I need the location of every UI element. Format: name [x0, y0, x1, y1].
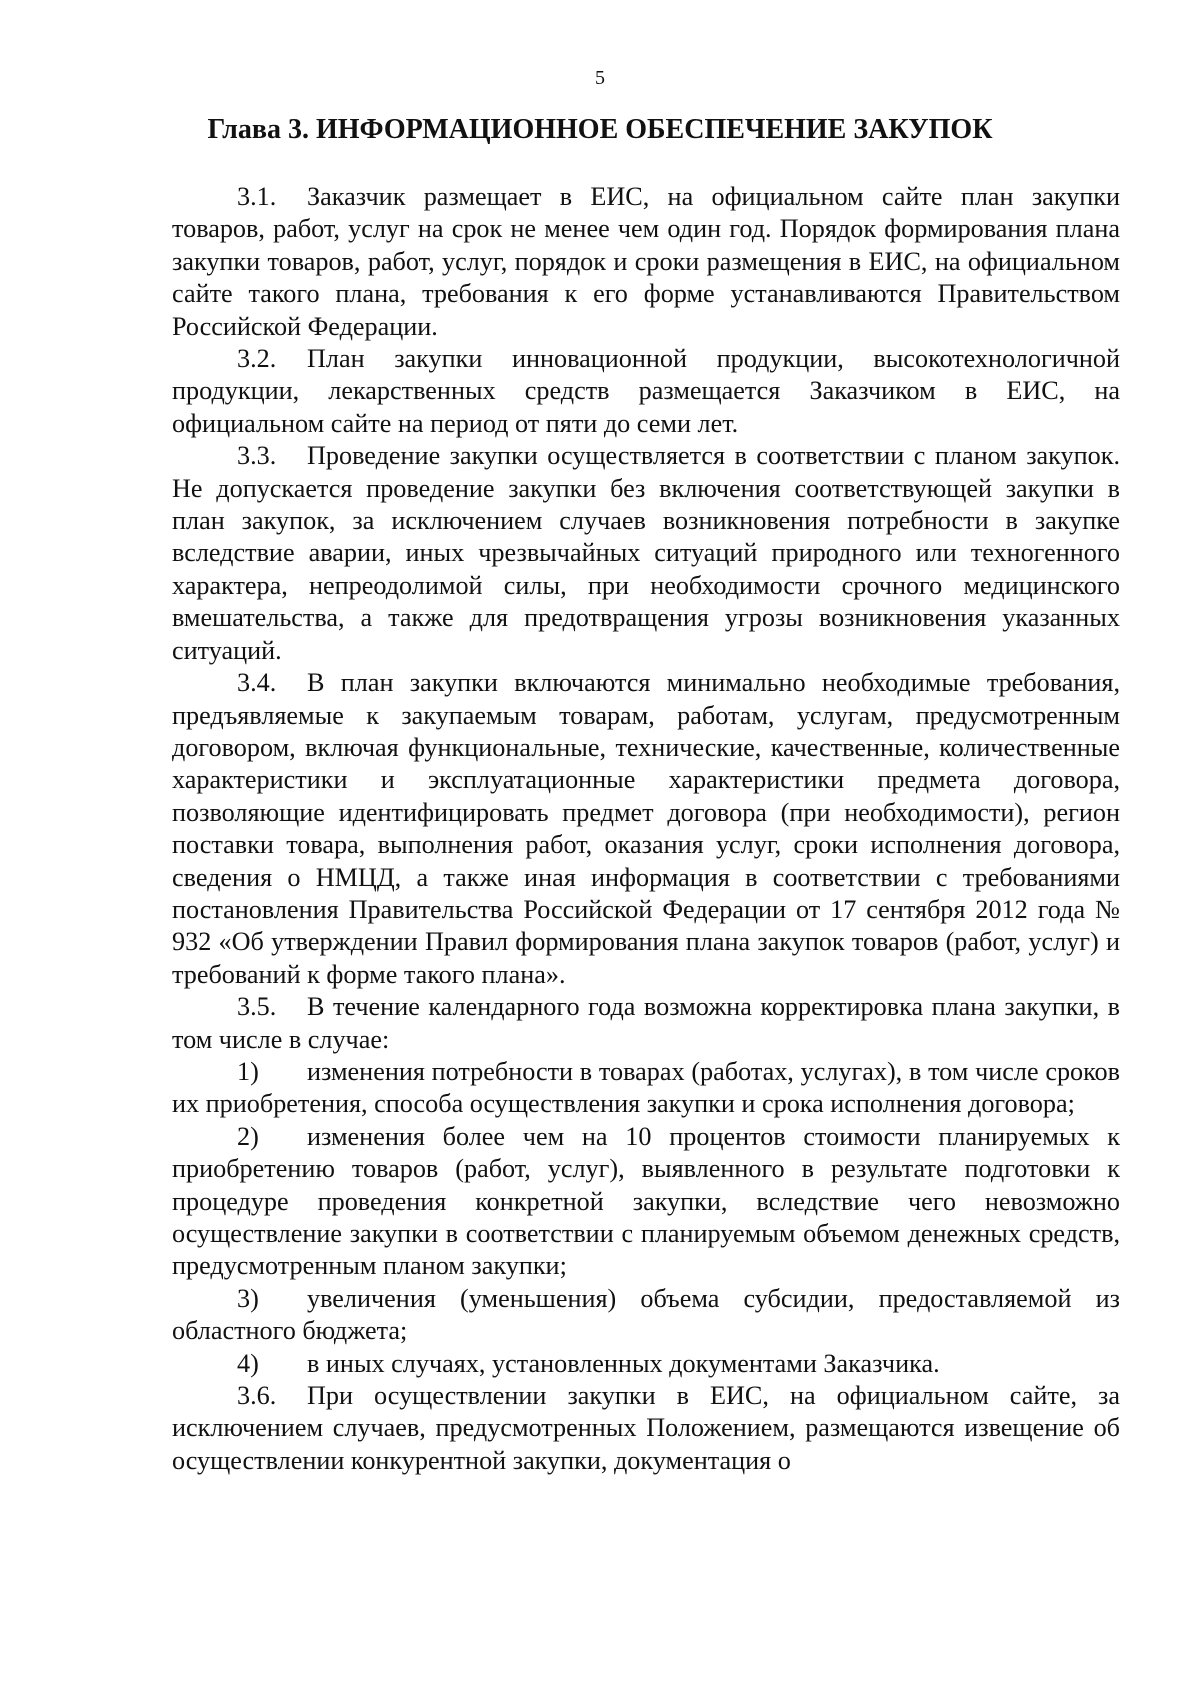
paragraph-text: В план закупки включаются минимально необходимые требования, предъявляемые к закупаемым товарам, работам, услугам, предусмотренным договором, включая функциональные, технические, качественные, количественные характеристики и эксплуатационные характеристики предмета договора, позволяющие идентифицировать предмет договора (при необходимости), регион поставки товара, выполнения работ, оказания услуг, сроки исполнения договора, сведения о НМЦД, а также иная информация в соответствии с требованиями постановления Правительства Российской Федерации от 17 сентября 2012 года № 932 «Об утверждении Правил формирования плана закупок товаров (работ, услуг) и требований к форме такого плана». — [172, 668, 1120, 989]
list-item-1 — [172, 1056, 1120, 1121]
paragraph-3-5 — [172, 991, 1120, 1056]
list-item-2 — [172, 1121, 1120, 1283]
paragraph-number: 3.1. — [237, 182, 277, 211]
list-item-number: 3) — [237, 1283, 259, 1313]
paragraph-text: Проведение закупки осуществляется в соответствии с планом закупок. Не допускается проведение закупки без включения соответствующей закупки в план закупок, за исключением случаев возникновения потребности в закупке вследствие аварии, иных чрезвычайных ситуаций природного или техногенного характера, непреодолимой силы, при необходимости срочного медицинского вмешательства, а также для предотвращения угрозы возникновения указанных ситуаций. — [172, 441, 1120, 665]
list-item-text: изменения более чем на 10 процентов стоимости планируемых к приобретению товаров (работ, услуг), выявленного в результате подготовки к процедуре проведения конкретной закупки, вследствие чего невозможно осуществление закупки в соответствии с планируемым объемом денежных средств, предусмотренным планом закупки; — [172, 1121, 1120, 1281]
list-item-4 — [172, 1348, 1120, 1380]
paragraph-3-6 — [172, 1380, 1120, 1477]
list-item-text: увеличения (уменьшения) объема субсидии, предоставляемой из областного бюджета; — [172, 1283, 1120, 1346]
chapter-body — [172, 181, 1120, 1477]
paragraph-text: При осуществлении закупки в ЕИС, на официальном сайте, за исключением случаев, предусмотренных Положением, размещаются извещение об осуществлении конкурентной закупки, документация о — [172, 1381, 1120, 1475]
list-item-number: 2) — [237, 1121, 259, 1151]
paragraph-3-3 — [172, 440, 1120, 667]
paragraph-text: Заказчик размещает в ЕИС, на официальном сайте план закупки товаров, работ, услуг на срок не менее чем один год. Порядок формирования плана закупки товаров, работ, услуг, порядок и сроки размещения в ЕИС, на официальном сайте такого плана, требования к его форме устанавливаются Правительством Российской Федерации. — [172, 182, 1120, 341]
paragraph-number: 3.4. — [237, 668, 277, 698]
paragraph-3-1 — [172, 181, 1120, 343]
list-item-text: в иных случаях, установленных документами Заказчика. — [307, 1348, 940, 1378]
page-number: 5 — [595, 67, 605, 89]
paragraph-3-2 — [172, 343, 1120, 440]
paragraph-3-4 — [172, 667, 1120, 991]
paragraph-number: 3.2. — [237, 344, 277, 374]
paragraph-number: 3.6. — [237, 1381, 277, 1411]
list-item-text: изменения потребности в товарах (работах, услугах), в том числе сроков их приобретения, способа осуществления закупки и срока исполнения договора; — [172, 1056, 1120, 1119]
paragraph-number: 3.5. — [237, 992, 277, 1022]
list-item-number: 1) — [237, 1056, 259, 1086]
list-item-number: 4) — [237, 1348, 259, 1378]
list-item-3 — [172, 1283, 1120, 1348]
chapter-title: Глава 3. ИНФОРМАЦИОННОЕ ОБЕСПЕЧЕНИЕ ЗАКУПОК — [207, 114, 993, 145]
paragraph-text: В течение календарного года возможна корректировка плана закупки, в том числе в случае: — [172, 992, 1120, 1054]
paragraph-number: 3.3. — [237, 441, 277, 471]
paragraph-text: План закупки инновационной продукции, высокотехнологичной продукции, лекарственных средств размещается Заказчиком в ЕИС, на официальном сайте на период от пяти до семи лет. — [172, 344, 1120, 438]
